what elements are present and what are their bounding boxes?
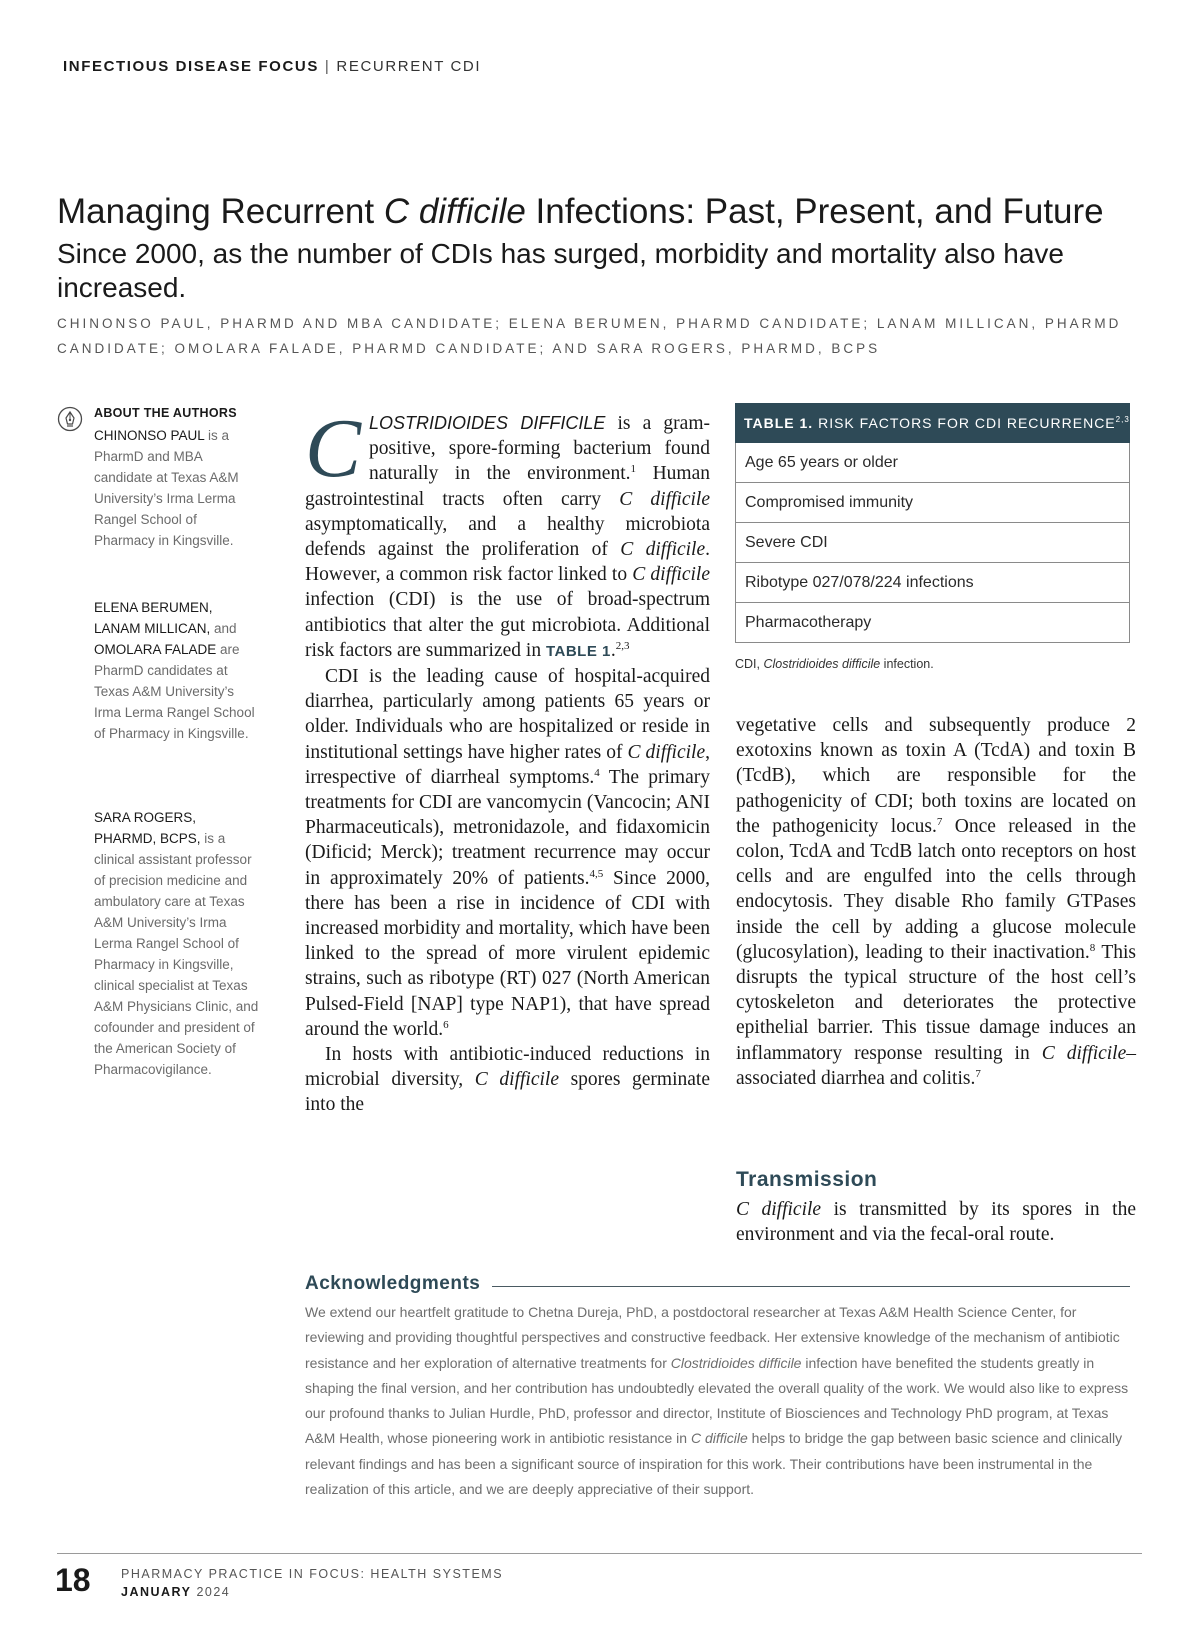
section-heading: Transmission	[736, 1168, 878, 1191]
article-subtitle: Since 2000, as the number of CDIs has surged, morbidity and mortality also have increased.	[57, 238, 1064, 303]
body-column-2-continued	[736, 1197, 1136, 1247]
table-row: Severe CDI	[735, 523, 1130, 563]
section-label: INFECTIOUS DISEASE FOCUS	[63, 58, 319, 75]
author-bio: SARA ROGERS, PHARMD, BCPS, is a clinical assistant professor of precision medicine and ambulatory care at Texas A&M University’s Irma Lerma Rangel School of Pharmacy in Kingsville, clinical specialist at Texas A&M Physicians Clinic, and cofounder and president of the American Society of Pharmacovigilance.	[94, 810, 259, 1077]
issue-date: JANUARY 2024	[121, 1585, 231, 1599]
drop-cap: C	[305, 402, 362, 495]
page-number: 18	[55, 1562, 91, 1598]
body-paragraph: C difficile is transmitted by its spores in the environment and via the fecal-oral route.	[736, 1199, 1137, 1246]
topic-label: RECURRENT CDI	[336, 58, 482, 75]
risk-factors-table	[735, 403, 1130, 671]
author-byline: CHINONSO PAUL, PHARMD AND MBA CANDIDATE; ELENA BERUMEN, PHARMD CANDIDATE; LANAM MILLICAN, PHARMD CANDIDATE; OMOLARA FALADE, PHARMD CANDIDATE; AND SARA ROGERS, PHARMD, BCPS	[57, 316, 1122, 356]
body-column-1	[305, 402, 711, 1118]
body-paragraph: vegetative cells and subsequently produce 2 exotoxins known as toxin A (TcdA) and toxin B (TcdB), which are responsible for the pathogenicity of CDI; both toxins are located on the pathogenicity locus.$^7$ Once released in the colon, TcdA and TcdB latch onto receptors on host cells and are engulfed into the cells through endocytosis. They disable Rho family GTPases inside the cell by adding a glucose molecule (glucosylation), leading to their inactivation.$^8$ This disrupts the typical structure of the host cell’s cytoskeleton and deteriorates the protective epithelial barrier. This tissue damage induces an inflammatory response resulting in C difficile–associated diarrhea and colitis.$^7$	[736, 715, 1137, 1089]
table-footnote: CDI, Clostridioides difficile infection.	[735, 657, 934, 671]
table-row: Pharmacotherapy	[735, 603, 1130, 643]
table-row: Ribotype 027/078/224 infections	[735, 563, 1130, 603]
journal-name: PHARMACY PRACTICE IN FOCUS: HEALTH SYSTEMS	[121, 1567, 504, 1581]
table-1-link[interactable]: TABLE 1	[545, 642, 611, 660]
footer-divider	[57, 1553, 1142, 1554]
running-header	[63, 58, 481, 75]
table-row: Age 65 years or older	[735, 443, 1130, 483]
body-paragraph: CLOSTRIDIOIDES DIFFICILE is a gram-positive, spore-forming bacterium found naturally in the environment.$^1$ Human gastrointestinal tracts often carry C difficile asymptomatically, and a healthy microbiota defends against the proliferation of C difficile. However, a common risk factor linked to C difficile infection (CDI) is the use of broad-spectrum antibiotics that alter the gut microbiota. Additional risk factors are summarized in TABLE 1.$^{2,3}$	[305, 402, 711, 661]
header-separator: |	[324, 58, 331, 75]
pen-nib-icon	[57, 406, 83, 432]
author-bio: CHINONSO PAUL is a PharmD and MBA candidate at Texas A&M University’s Irma Lerma Rangel School of Pharmacy in Kingsville.	[94, 428, 239, 548]
author-bio: ELENA BERUMEN, LANAM MILLICAN, and OMOLARA FALADE are PharmD candidates at Texas A&M University’s Irma Lerma Rangel School of Pharmacy in Kingsville.	[94, 600, 255, 741]
about-heading: ABOUT THE AUTHORS	[94, 406, 237, 420]
ack-heading: Acknowledgments	[305, 1273, 492, 1295]
body-column-2	[736, 713, 1136, 1091]
body-paragraph: In hosts with antibiotic-induced reductions in microbial diversity, C difficile spores germinate into the	[305, 1044, 710, 1116]
table-row: Compromised immunity	[735, 483, 1130, 523]
ack-text: We extend our heartfelt gratitude to Chetna Dureja, PhD, a postdoctoral researcher at Texas A&M Health Science Center, for reviewing and providing thoughtful perspectives and constructive feedback. Her extensive knowledge of the mechanism of antibiotic resistance and her exploration of alternative treatments for Clostridioides difficile infection have benefited the students greatly in shaping the final version, and her contribution has undoubtedly elevated the overall quality of the work. We would also like to express our profound thanks to Julian Hurdle, PhD, professor and director, Institute of Biosciences and Technology PhD program, at Texas A&M Health, whose pioneering work in antibiotic resistance in C difficile helps to bridge the gap between basic science and clinically relevant findings and has been a significant source of inspiration for this work. Their contributions have been instrumental in the realization of this article, and we are deeply appreciative of their support.	[305, 1304, 1129, 1498]
body-paragraph: CDI is the leading cause of hospital-acquired diarrhea, particularly among patients 65 years or older. Individuals who are hospitalized or reside in institutional settings have higher rates of C difficile, irrespective of diarrheal symptoms.$^4$ The primary treatments for CDI are vancomycin (Vancocin; ANI Pharmaceuticals), metronidazole, and fidaxomicin (Dificid; Merck); treatment recurrence may occur in approximately 20% of patients.$^{4,5}$ Since 2000, there has been a rise in incidence of CDI with increased morbidity and mortality, which have been linked to the spread of more virulent epidemic strains, such as ribotype (RT) 027 (North American Pulsed-Field [NAP] type NAP1), that have spread around the world.$^6$	[305, 666, 710, 1040]
table-header: TABLE 1. RISK FACTORS FOR CDI RECURRENCE$^{2,3}$	[735, 403, 1130, 443]
article-title: Managing Recurrent C difficile Infections: Past, Present, and Future	[57, 192, 1104, 231]
